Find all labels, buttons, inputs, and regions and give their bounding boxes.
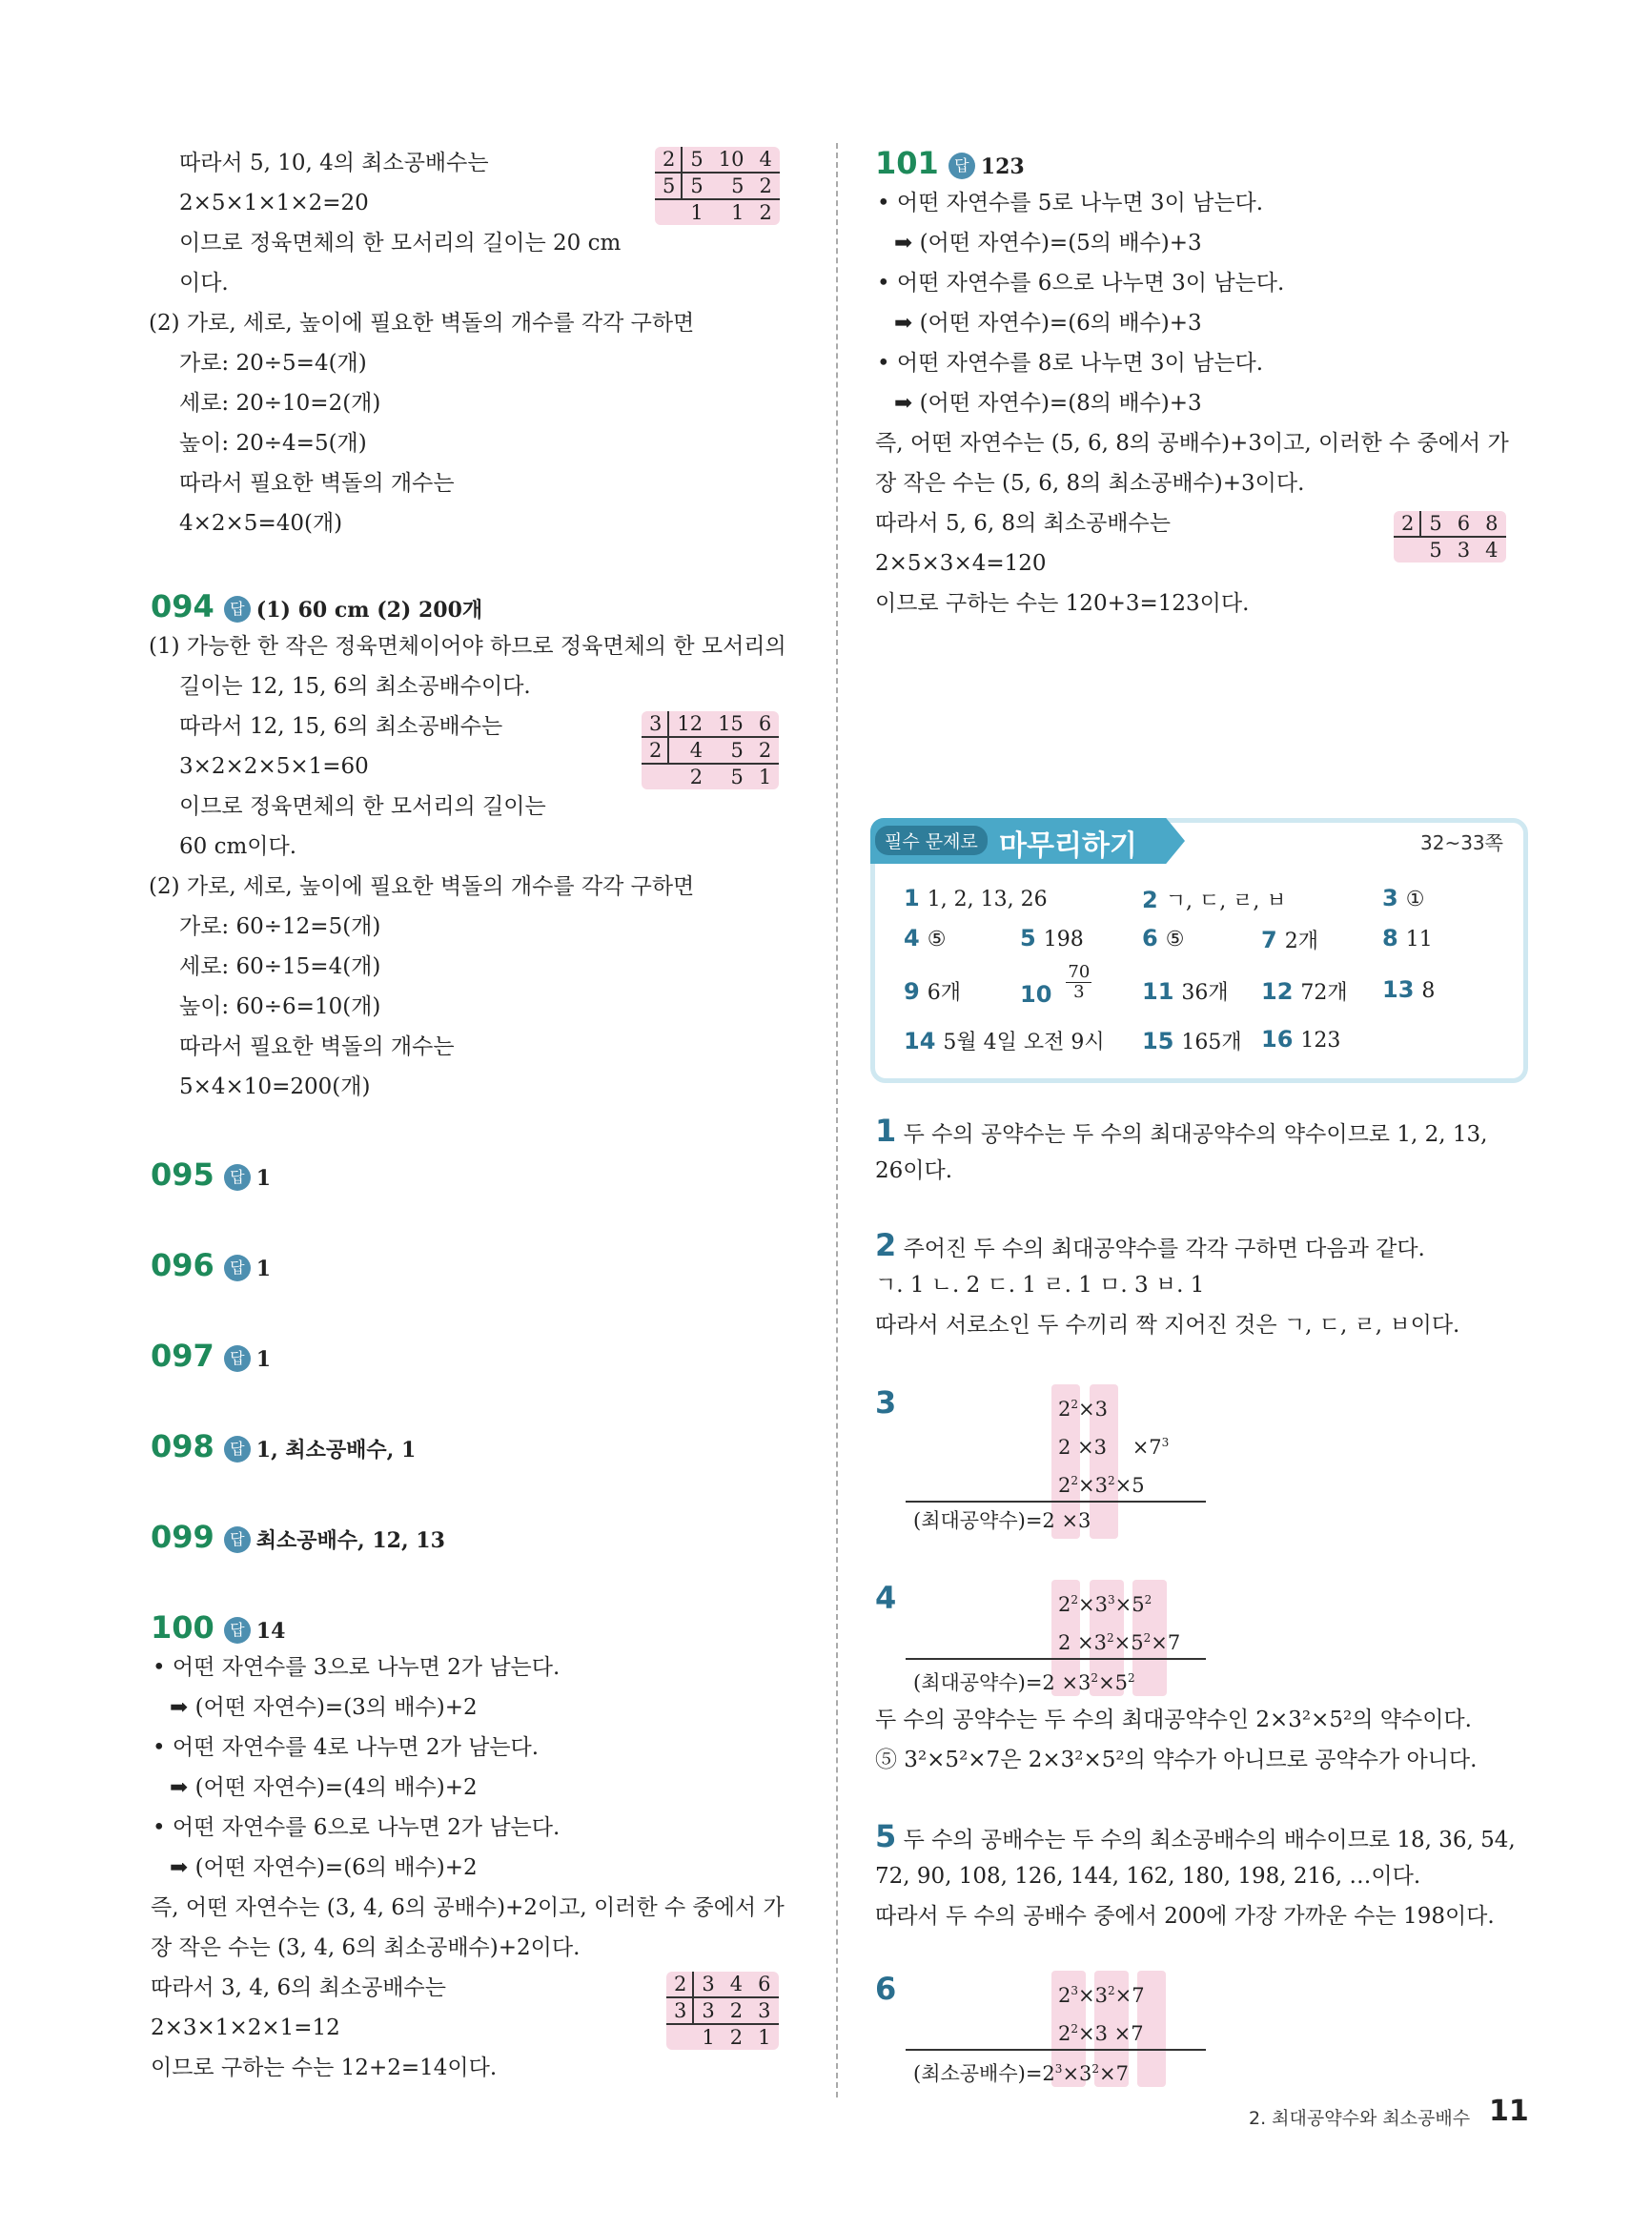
review-item: 2 ㄱ, ㄷ, ㄹ, ㅂ [1142,887,1287,913]
division-ladder: 2 3 4 6 3 3 2 3 1 2 1 [666,1972,779,2050]
review-item: 11 36개 [1142,978,1229,1005]
answer-text: (1) 60 cm (2) 200개 [255,598,483,623]
text-line: 따라서 5, 6, 8의 최소공배수는 [875,511,1171,536]
review-item: 7 2개 [1261,927,1318,953]
text-line: 5×4×10=200(개) [179,1074,371,1099]
solution-number: 6 [875,1971,897,2007]
problem-095 [151,1156,272,1195]
text-line: 두 수의 공약수는 두 수의 최대공약수의 약수이므로 1, 2, 13, [903,1122,1488,1147]
answer-badge: 답 [224,1255,251,1281]
text-line: ➡ (어떤 자연수)=(3의 배수)+2 [170,1695,478,1720]
text-line: 주어진 두 수의 최대공약수를 각각 구하면 다음과 같다. [903,1237,1425,1261]
factorization-row: $2^2\times 3^2\times 5$ [1058,1474,1145,1497]
text-line: 두 수의 공약수는 두 수의 최대공약수인 2×3²×5²의 약수이다. [875,1708,1472,1732]
division-ladder: 3 12 15 6 2 4 5 2 2 5 1 [642,711,779,789]
review-item: 3 ① [1382,885,1425,911]
text-line: 따라서 12, 15, 6의 최소공배수는 [179,714,503,739]
factorization-row: $2 \times 3^2\times 5^2\times 7$ [1058,1631,1181,1654]
text-line: (1) 가능한 한 작은 정육면체이어야 하므로 정육면체의 한 모서리의 [149,634,786,659]
problem-header [875,145,1025,183]
answer-badge: 답 [224,1436,251,1463]
solution-number: 4 [875,1580,897,1616]
fraction-denominator: 3 [1073,982,1085,1002]
text-line: 따라서 필요한 벽돌의 개수는 [179,471,455,496]
text-line: ㄱ. 1 ㄴ. 2 ㄷ. 1 ㄹ. 1 ㅁ. 3 ㅂ. 1 [875,1273,1205,1298]
factorization-row: $2^2\times 3^3\times 5^2$ [1058,1593,1152,1616]
solution-2 [875,1227,1425,1264]
answer-text: 1 [255,1166,272,1191]
text-line: 장 작은 수는 (5, 6, 8의 최소공배수)+3이다. [875,471,1305,496]
problem-number: 095 [151,1156,214,1193]
text-line: ➡ (어떤 자연수)=(5의 배수)+3 [894,231,1202,256]
answer-text: 최소공배수, 12, 13 [255,1528,445,1553]
review-title: 마무리하기 [999,829,1137,863]
text-line: 26이다. [875,1158,953,1183]
result-label: (최대공약수)= [913,1509,1043,1532]
factorization-row: $2^3\times 3^2\times 7$ [1058,1984,1145,2007]
text-line: ➡ (어떤 자연수)=(6의 배수)+2 [170,1855,478,1880]
problem-number: 101 [875,145,939,181]
factorization-row: 2 ×3 $\times 7^3$ [1058,1436,1170,1459]
factorization-row: $2^2\times 3$ [1058,1398,1108,1421]
review-item: 13 8 [1382,976,1436,1003]
problem-number: 098 [151,1428,214,1464]
answer-badge: 답 [224,1617,251,1644]
text-line: 이다. [179,271,229,296]
text-line: (2) 가로, 세로, 높이에 필요한 벽돌의 개수를 각각 구하면 [149,874,695,899]
text-line: • 어떤 자연수를 3으로 나누면 2가 남는다. [153,1655,561,1680]
column-divider [836,143,838,2097]
solution-4 [875,1580,897,1617]
review-item: 12 72개 [1261,978,1348,1005]
answer-text: 123 [980,154,1025,179]
text-line: 가로: 20÷5=4(개) [179,351,367,376]
page-number: 11 [1489,2095,1529,2128]
answer-text: 1, 최소공배수, 1 [255,1438,417,1463]
review-item-fraction: 10 $\frac{70}{3}$ [1020,962,1091,1008]
answer-badge: 답 [224,1345,251,1372]
factorization-row: $2^2\times 3 \times 7$ [1058,2022,1144,2045]
text-line: 72, 90, 108, 126, 144, 162, 180, 198, 216, …이다. [875,1864,1421,1889]
solution-number: 2 [875,1227,897,1263]
answer-text: 14 [255,1619,286,1644]
text-line: 60 cm이다. [179,834,297,859]
solution-1 [875,1115,1487,1150]
text-line: • 어떤 자연수를 6으로 나누면 3이 남는다. [877,271,1285,296]
problem-number: 099 [151,1519,214,1555]
answer-badge: 답 [224,596,251,623]
problem-098 [151,1428,417,1466]
text-line: 따라서 필요한 벽돌의 개수는 [179,1034,455,1059]
text-line: 세로: 60÷15=4(개) [179,954,381,979]
answer-text: 1 [255,1347,272,1372]
text-line: 이므로 정육면체의 한 모서리의 길이는 20 cm [179,231,622,256]
text-line: ➡ (어떤 자연수)=(4의 배수)+2 [170,1775,478,1800]
gcd-result: (최대공약수)$=2 \times 3^2\times 5^2$ [913,1671,1135,1694]
text-line: 이므로 구하는 수는 120+3=123이다. [875,591,1250,616]
solution-number: 5 [875,1818,897,1854]
solution-3 [875,1384,897,1422]
review-item: 5 198 [1020,925,1084,951]
text-line: ⑤ 3²×5²×7은 2×3²×5²의 약수가 아니므로 공약수가 아니다. [875,1748,1478,1772]
text-line: 길이는 12, 15, 6의 최소공배수이다. [179,674,531,699]
chapter-title: 2. 최대공약수와 최소공배수 [1249,2108,1471,2129]
text-line: 이므로 구하는 수는 12+2=14이다. [151,2056,498,2080]
problem-099 [151,1519,445,1557]
problem-096 [151,1247,272,1285]
answer-badge: 답 [224,1164,251,1191]
review-item: 16 123 [1261,1026,1341,1053]
text-line: (2) 가로, 세로, 높이에 필요한 벽돌의 개수를 각각 구하면 [149,311,695,336]
answer-text: 1 [255,1257,272,1281]
review-item: 6 ⑤ [1142,925,1185,951]
text-line: • 어떤 자연수를 4로 나누면 2가 남는다. [153,1735,540,1760]
lcm-result: (최소공배수)$=2^3\times 3^2\times 7$ [913,2062,1130,2085]
text-line: • 어떤 자연수를 6으로 나누면 2가 남는다. [153,1815,561,1840]
text-line: 높이: 20÷4=5(개) [179,431,367,456]
text-line: • 어떤 자연수를 5로 나누면 3이 남는다. [877,191,1264,215]
text-line: 4×2×5=40(개) [179,511,343,536]
text-line: 가로: 60÷12=5(개) [179,914,381,939]
text-line: ➡ (어떤 자연수)=(6의 배수)+3 [894,311,1202,336]
result-label: (최대공약수)= [913,1671,1043,1694]
division-ladder: 2 5 6 8 5 3 4 [1394,511,1506,563]
solution-5 [875,1818,1516,1855]
text-line: 세로: 20÷10=2(개) [179,391,381,416]
text-line: • 어떤 자연수를 8로 나누면 3이 남는다. [877,351,1264,376]
problem-number: 097 [151,1338,214,1374]
text-line: 따라서 서로소인 두 수끼리 짝 지어진 것은 ㄱ, ㄷ, ㄹ, ㅂ이다. [875,1313,1460,1338]
review-item: 15 165개 [1142,1028,1242,1054]
problem-097 [151,1340,271,1376]
text-line: ➡ (어떤 자연수)=(8의 배수)+3 [894,391,1202,416]
problem-header [151,588,483,626]
text-line: 즉, 어떤 자연수는 (3, 4, 6의 공배수)+2이고, 이러한 수 중에서 가 [151,1895,785,1920]
division-ladder: 2 5 10 4 5 5 5 2 1 1 2 [655,147,780,225]
answer-badge: 답 [948,153,975,179]
review-item: 14 5월 4일 오전 9시 [904,1028,1105,1054]
problem-number: 096 [151,1247,214,1283]
problem-number: 094 [151,588,214,624]
text-line: 즉, 어떤 자연수는 (5, 6, 8의 공배수)+3이고, 이러한 수 중에서 가 [875,431,1509,456]
text-line: 2×5×3×4=120 [875,551,1047,576]
text-line: 2×3×1×2×1=12 [151,2015,340,2040]
answer-badge: 답 [224,1526,251,1553]
review-item: 9 6개 [904,978,961,1005]
text-line: 이므로 정육면체의 한 모서리의 길이는 [179,794,546,819]
result-label: (최소공배수)= [913,2062,1043,2085]
text-line: 따라서 5, 10, 4의 최소공배수는 [179,151,489,175]
text-line: 3×2×2×5×1=60 [179,754,369,779]
solution-6 [875,1971,897,2008]
solution-number: 1 [875,1113,897,1149]
review-item: 4 ⑤ [904,925,947,951]
text-line: 2×5×1×1×2=20 [179,191,369,215]
text-line: 따라서 3, 4, 6의 최소공배수는 [151,1975,446,2000]
review-pages: 32~33쪽 [1420,831,1503,854]
fraction-numerator: 70 [1068,962,1091,982]
problem-number: 100 [151,1609,214,1646]
problem-header [151,1609,286,1647]
text-line: 따라서 두 수의 공배수 중에서 200에 가장 가까운 수는 198이다. [875,1904,1495,1929]
review-item: 8 11 [1382,925,1433,951]
text-line: 장 작은 수는 (3, 4, 6의 최소공배수)+2이다. [151,1935,581,1960]
solution-number: 3 [875,1384,897,1421]
review-item: 1 1, 2, 13, 26 [904,885,1048,911]
review-tag: 필수 문제로 [875,826,988,855]
gcd-result: (최대공약수)=2 ×3 [913,1509,1091,1532]
text-line: 두 수의 공배수는 두 수의 최소공배수의 배수이므로 18, 36, 54, [903,1828,1516,1852]
text-line: 높이: 60÷6=10(개) [179,994,381,1019]
